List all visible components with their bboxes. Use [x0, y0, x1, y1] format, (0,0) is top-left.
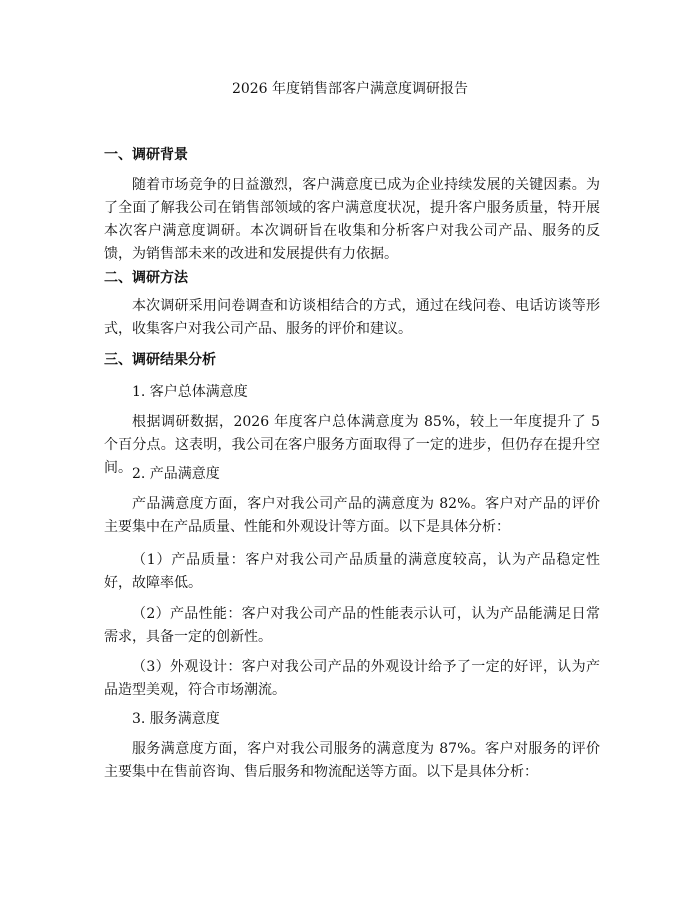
document-title: 2026 年度销售部客户满意度调研报告	[231, 81, 469, 97]
product-design-paragraph: （3）外观设计：客户对我公司产品的外观设计给予了一定的好评，认为产品造型美观，符合市场潮流。	[104, 659, 600, 698]
product-intro-paragraph: 产品满意度方面，客户对我公司产品的满意度为 82%。客户对产品的评价主要集中在产品质量、性能和外观设计等方面。以下是具体分析：	[104, 496, 600, 535]
section-heading-results: 三、调研结果分析	[104, 352, 216, 368]
section-heading-background: 一、调研背景	[104, 147, 188, 163]
product-performance-paragraph: （2）产品性能：客户对我公司产品的性能表示认可，认为产品能满足日常需求，具备一定的创新性。	[104, 606, 600, 645]
subsection-overall-title: 1. 客户总体满意度	[132, 384, 248, 400]
section-heading-method: 二、调研方法	[104, 270, 188, 286]
overall-paragraph: 根据调研数据，2026 年度客户总体满意度为 85%，较上一年度提升了 5 个百分点。这表明，我公司在客户服务方面取得了一定的进步，但仍存在提升空间。	[104, 414, 600, 476]
method-paragraph: 本次调研采用问卷调查和访谈相结合的方式，通过在线问卷、电话访谈等形式，收集客户对我公司产品、服务的评价和建议。	[104, 298, 600, 337]
background-paragraph: 随着市场竞争的日益激烈，客户满意度已成为企业持续发展的关键因素。为了全面了解我公司在销售部领域的客户满意度状况，提升客户服务质量，特开展本次客户满意度调研。本次调研旨在收集和分析客户对我公司产品、服务的反馈，为销售部未来的改进和发展提供有力依据。	[104, 177, 600, 262]
subsection-product-title: 2. 产品满意度	[132, 466, 220, 482]
subsection-service-title: 3. 服务满意度	[132, 711, 220, 727]
product-quality-paragraph: （1）产品质量：客户对我公司产品质量的满意度较高，认为产品稳定性好，故障率低。	[104, 552, 600, 591]
service-intro-paragraph: 服务满意度方面，客户对我公司服务的满意度为 87%。客户对服务的评价主要集中在售前咨询、售后服务和物流配送等方面。以下是具体分析：	[104, 741, 600, 780]
